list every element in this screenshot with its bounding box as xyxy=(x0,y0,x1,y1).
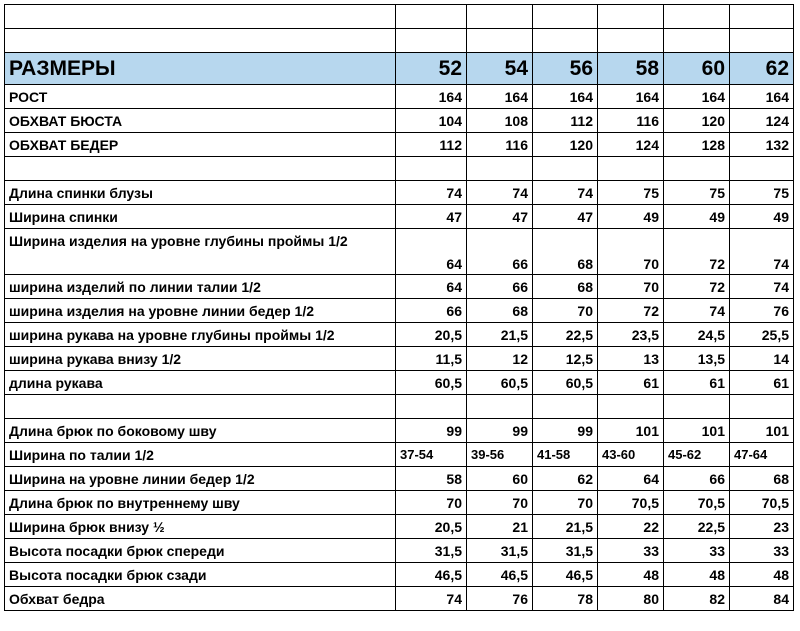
cell-value: 68 xyxy=(467,299,533,323)
size-header: 58 xyxy=(598,53,664,85)
cell-value: 72 xyxy=(664,229,730,275)
cell-value: 33 xyxy=(664,539,730,563)
cell-value: 74 xyxy=(664,299,730,323)
header-row xyxy=(5,53,794,85)
size-header: 62 xyxy=(730,53,794,85)
cell-value: 132 xyxy=(730,133,794,157)
size-header: 52 xyxy=(396,53,467,85)
row-label: ОБХВАТ БЮСТА xyxy=(5,109,396,133)
cell-value: 70,5 xyxy=(730,491,794,515)
table-row xyxy=(5,323,794,347)
cell-value: 101 xyxy=(598,419,664,443)
table-row xyxy=(5,347,794,371)
cell-value: 75 xyxy=(730,181,794,205)
table-row xyxy=(5,587,794,611)
row-label: Ширина по талии 1/2 xyxy=(5,443,396,467)
table-row xyxy=(5,563,794,587)
size-header: 60 xyxy=(664,53,730,85)
cell-value: 46,5 xyxy=(396,563,467,587)
cell-value: 45-62 xyxy=(664,443,730,467)
cell-value: 75 xyxy=(664,181,730,205)
cell-value: 46,5 xyxy=(533,563,598,587)
cell-value: 47 xyxy=(396,205,467,229)
cell-value: 164 xyxy=(730,85,794,109)
row-label: Высота посадки брюк спереди xyxy=(5,539,396,563)
cell-value: 124 xyxy=(730,109,794,133)
cell-value xyxy=(730,157,794,181)
cell-value: 21 xyxy=(467,515,533,539)
cell-value: 64 xyxy=(396,229,467,275)
cell-value: 22 xyxy=(598,515,664,539)
row-label: Высота посадки брюк сзади xyxy=(5,563,396,587)
cell-value: 76 xyxy=(730,299,794,323)
cell-value xyxy=(533,157,598,181)
cell-value: 13,5 xyxy=(664,347,730,371)
cell-value: 82 xyxy=(664,587,730,611)
cell-value: 60 xyxy=(467,467,533,491)
cell-value: 39-56 xyxy=(467,443,533,467)
cell-value: 80 xyxy=(598,587,664,611)
cell-value: 128 xyxy=(664,133,730,157)
cell-value: 74 xyxy=(730,229,794,275)
cell-value: 74 xyxy=(396,181,467,205)
cell-value: 11,5 xyxy=(396,347,467,371)
cell-value: 70 xyxy=(598,229,664,275)
cell-value: 13 xyxy=(598,347,664,371)
row-label: Длина брюк по боковому шву xyxy=(5,419,396,443)
cell-value: 70 xyxy=(467,491,533,515)
cell-value: 33 xyxy=(730,539,794,563)
cell-value xyxy=(533,395,598,419)
cell-value: 49 xyxy=(598,205,664,229)
cell-value: 20,5 xyxy=(396,323,467,347)
cell-value: 101 xyxy=(730,419,794,443)
cell-value: 31,5 xyxy=(467,539,533,563)
table-row xyxy=(5,515,794,539)
table-row xyxy=(5,275,794,299)
cell-value: 108 xyxy=(467,109,533,133)
cell-value: 116 xyxy=(467,133,533,157)
row-label xyxy=(5,395,396,419)
table-row xyxy=(5,109,794,133)
table-row xyxy=(5,443,794,467)
cell-value: 60,5 xyxy=(533,371,598,395)
cell-value: 25,5 xyxy=(730,323,794,347)
cell-value: 104 xyxy=(396,109,467,133)
cell-value: 68 xyxy=(533,275,598,299)
cell-value: 58 xyxy=(396,467,467,491)
table-row xyxy=(5,299,794,323)
cell-value xyxy=(467,395,533,419)
cell-value: 12 xyxy=(467,347,533,371)
table-row xyxy=(5,181,794,205)
cell-value: 164 xyxy=(664,85,730,109)
header-label: РАЗМЕРЫ xyxy=(5,53,396,85)
table-row xyxy=(5,229,794,275)
cell-value xyxy=(598,157,664,181)
cell-value: 74 xyxy=(730,275,794,299)
row-label: длина рукава xyxy=(5,371,396,395)
cell-value: 68 xyxy=(533,229,598,275)
table-row xyxy=(5,85,794,109)
cell-value: 60,5 xyxy=(467,371,533,395)
cell-value: 61 xyxy=(730,371,794,395)
size-header: 56 xyxy=(533,53,598,85)
row-label: ширина рукава внизу 1/2 xyxy=(5,347,396,371)
cell-value: 23 xyxy=(730,515,794,539)
cell-value: 116 xyxy=(598,109,664,133)
cell-value xyxy=(664,395,730,419)
cell-value: 120 xyxy=(664,109,730,133)
cell-value: 23,5 xyxy=(598,323,664,347)
cell-value: 46,5 xyxy=(467,563,533,587)
cell-value: 101 xyxy=(664,419,730,443)
cell-value: 74 xyxy=(396,587,467,611)
cell-value: 43-60 xyxy=(598,443,664,467)
cell-value: 112 xyxy=(396,133,467,157)
row-label: Ширина брюк внизу ½ xyxy=(5,515,396,539)
cell-value: 20,5 xyxy=(396,515,467,539)
cell-value: 12,5 xyxy=(533,347,598,371)
table-row xyxy=(5,419,794,443)
cell-value: 164 xyxy=(598,85,664,109)
table-row xyxy=(5,539,794,563)
table-row xyxy=(5,371,794,395)
row-label xyxy=(5,157,396,181)
row-label: РОСТ xyxy=(5,85,396,109)
cell-value: 21,5 xyxy=(467,323,533,347)
row-label: Длина спинки блузы xyxy=(5,181,396,205)
cell-value: 124 xyxy=(598,133,664,157)
cell-value xyxy=(396,157,467,181)
empty-row xyxy=(5,157,794,181)
cell-value: 66 xyxy=(396,299,467,323)
cell-value: 60,5 xyxy=(396,371,467,395)
cell-value: 75 xyxy=(598,181,664,205)
cell-value: 164 xyxy=(467,85,533,109)
cell-value: 74 xyxy=(467,181,533,205)
row-label: Длина брюк по внутреннему шву xyxy=(5,491,396,515)
cell-value: 64 xyxy=(396,275,467,299)
cell-value: 22,5 xyxy=(533,323,598,347)
cell-value: 70,5 xyxy=(664,491,730,515)
cell-value: 66 xyxy=(664,467,730,491)
cell-value: 22,5 xyxy=(664,515,730,539)
size-header: 54 xyxy=(467,53,533,85)
table-row xyxy=(5,491,794,515)
cell-value: 33 xyxy=(598,539,664,563)
cell-value: 66 xyxy=(467,229,533,275)
cell-value: 76 xyxy=(467,587,533,611)
cell-value: 112 xyxy=(533,109,598,133)
cell-value: 47 xyxy=(533,205,598,229)
cell-value xyxy=(598,395,664,419)
row-label: Ширина изделия на уровне глубины проймы 1/2 xyxy=(5,229,396,275)
cell-value: 66 xyxy=(467,275,533,299)
table-row xyxy=(5,133,794,157)
cell-value: 48 xyxy=(598,563,664,587)
cell-value: 61 xyxy=(598,371,664,395)
cell-value: 64 xyxy=(598,467,664,491)
row-label: ширина рукава на уровне глубины проймы 1/2 xyxy=(5,323,396,347)
cell-value: 78 xyxy=(533,587,598,611)
row-label: Ширина на уровне линии бедер 1/2 xyxy=(5,467,396,491)
cell-value: 47 xyxy=(467,205,533,229)
empty-row xyxy=(5,395,794,419)
cell-value: 68 xyxy=(730,467,794,491)
cell-value: 164 xyxy=(533,85,598,109)
row-label: ширина изделий по линии талии 1/2 xyxy=(5,275,396,299)
size-chart xyxy=(4,4,793,624)
cell-value: 24,5 xyxy=(664,323,730,347)
cell-value: 84 xyxy=(730,587,794,611)
cell-value: 72 xyxy=(598,299,664,323)
cell-value: 62 xyxy=(533,467,598,491)
cell-value: 70 xyxy=(396,491,467,515)
size-table xyxy=(4,4,794,611)
cell-value: 70,5 xyxy=(598,491,664,515)
cell-value: 164 xyxy=(396,85,467,109)
table-row xyxy=(5,205,794,229)
row-label: Обхват бедра xyxy=(5,587,396,611)
cell-value: 70 xyxy=(598,275,664,299)
cell-value xyxy=(396,395,467,419)
cell-value: 48 xyxy=(730,563,794,587)
cell-value: 49 xyxy=(730,205,794,229)
empty-row xyxy=(5,29,794,53)
cell-value: 47-64 xyxy=(730,443,794,467)
cell-value: 70 xyxy=(533,299,598,323)
cell-value: 31,5 xyxy=(396,539,467,563)
cell-value xyxy=(730,395,794,419)
cell-value: 21,5 xyxy=(533,515,598,539)
cell-value xyxy=(467,157,533,181)
cell-value: 31,5 xyxy=(533,539,598,563)
cell-value: 72 xyxy=(664,275,730,299)
cell-value: 37-54 xyxy=(396,443,467,467)
cell-value: 49 xyxy=(664,205,730,229)
cell-value: 120 xyxy=(533,133,598,157)
table-row xyxy=(5,467,794,491)
cell-value: 41-58 xyxy=(533,443,598,467)
cell-value: 99 xyxy=(396,419,467,443)
cell-value xyxy=(664,157,730,181)
cell-value: 61 xyxy=(664,371,730,395)
empty-row xyxy=(5,5,794,29)
cell-value: 74 xyxy=(533,181,598,205)
cell-value: 48 xyxy=(664,563,730,587)
cell-value: 70 xyxy=(533,491,598,515)
row-label: Ширина спинки xyxy=(5,205,396,229)
cell-value: 14 xyxy=(730,347,794,371)
cell-value: 99 xyxy=(533,419,598,443)
cell-value: 99 xyxy=(467,419,533,443)
row-label: ОБХВАТ БЕДЕР xyxy=(5,133,396,157)
row-label: ширина изделия на уровне линии бедер 1/2 xyxy=(5,299,396,323)
